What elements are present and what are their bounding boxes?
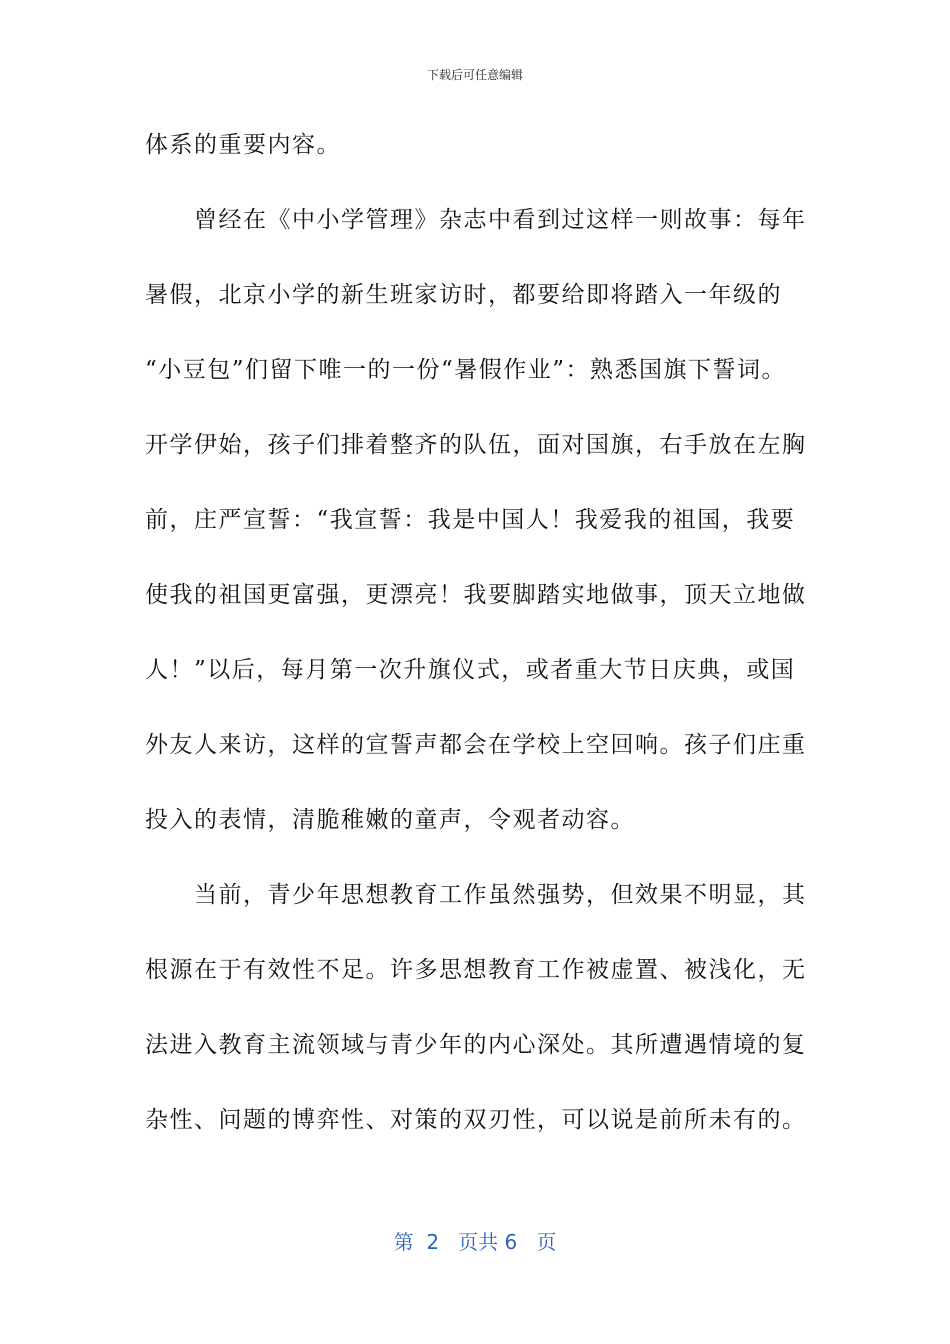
text-line: 使我的祖国更富强，更漂亮！我要脚踏实地做事，顶天立地做: [145, 582, 807, 608]
text-line: “小豆包”们留下唯一的一份“暑假作业”：熟悉国旗下誓词。: [145, 357, 787, 383]
text-line: 开学伊始，孩子们排着整齐的队伍，面对国旗，右手放在左胸: [145, 432, 807, 458]
text-line: 前，庄严宣誓：“我宣誓：我是中国人！我爱我的祖国，我要: [145, 507, 796, 533]
text-line: 外友人来访，这样的宣誓声都会在学校上空回响。孩子们庄重: [145, 732, 807, 758]
text-line: 体系的重要内容。: [145, 132, 341, 158]
text-line: 根源在于有效性不足。许多思想教育工作被虚置、被浅化，无: [145, 957, 807, 983]
document-body: [145, 120, 825, 1170]
text-line: 人！”以后，每月第一次升旗仪式，或者重大节日庆典，或国: [145, 657, 796, 683]
page-header: 下载后可任意编辑: [426, 68, 523, 82]
text-line: 曾经在《中小学管理》杂志中看到过这样一则故事：每年: [145, 207, 807, 233]
text-line: 杂性、问题的博弈性、对策的双刃性，可以说是前所未有的。: [145, 1107, 807, 1133]
text-line: 法进入教育主流领域与青少年的内心深处。其所遭遇情境的复: [145, 1032, 807, 1058]
text-line: 暑假，北京小学的新生班家访时，都要给即将踏入一年级的: [145, 282, 782, 308]
text-line: 投入的表情，清脆稚嫩的童声，令观者动容。: [145, 807, 635, 833]
text-line: 当前，青少年思想教育工作虽然强势，但效果不明显，其: [145, 882, 807, 908]
page-number-footer: 第 2 页共 6 页: [393, 1230, 557, 1254]
